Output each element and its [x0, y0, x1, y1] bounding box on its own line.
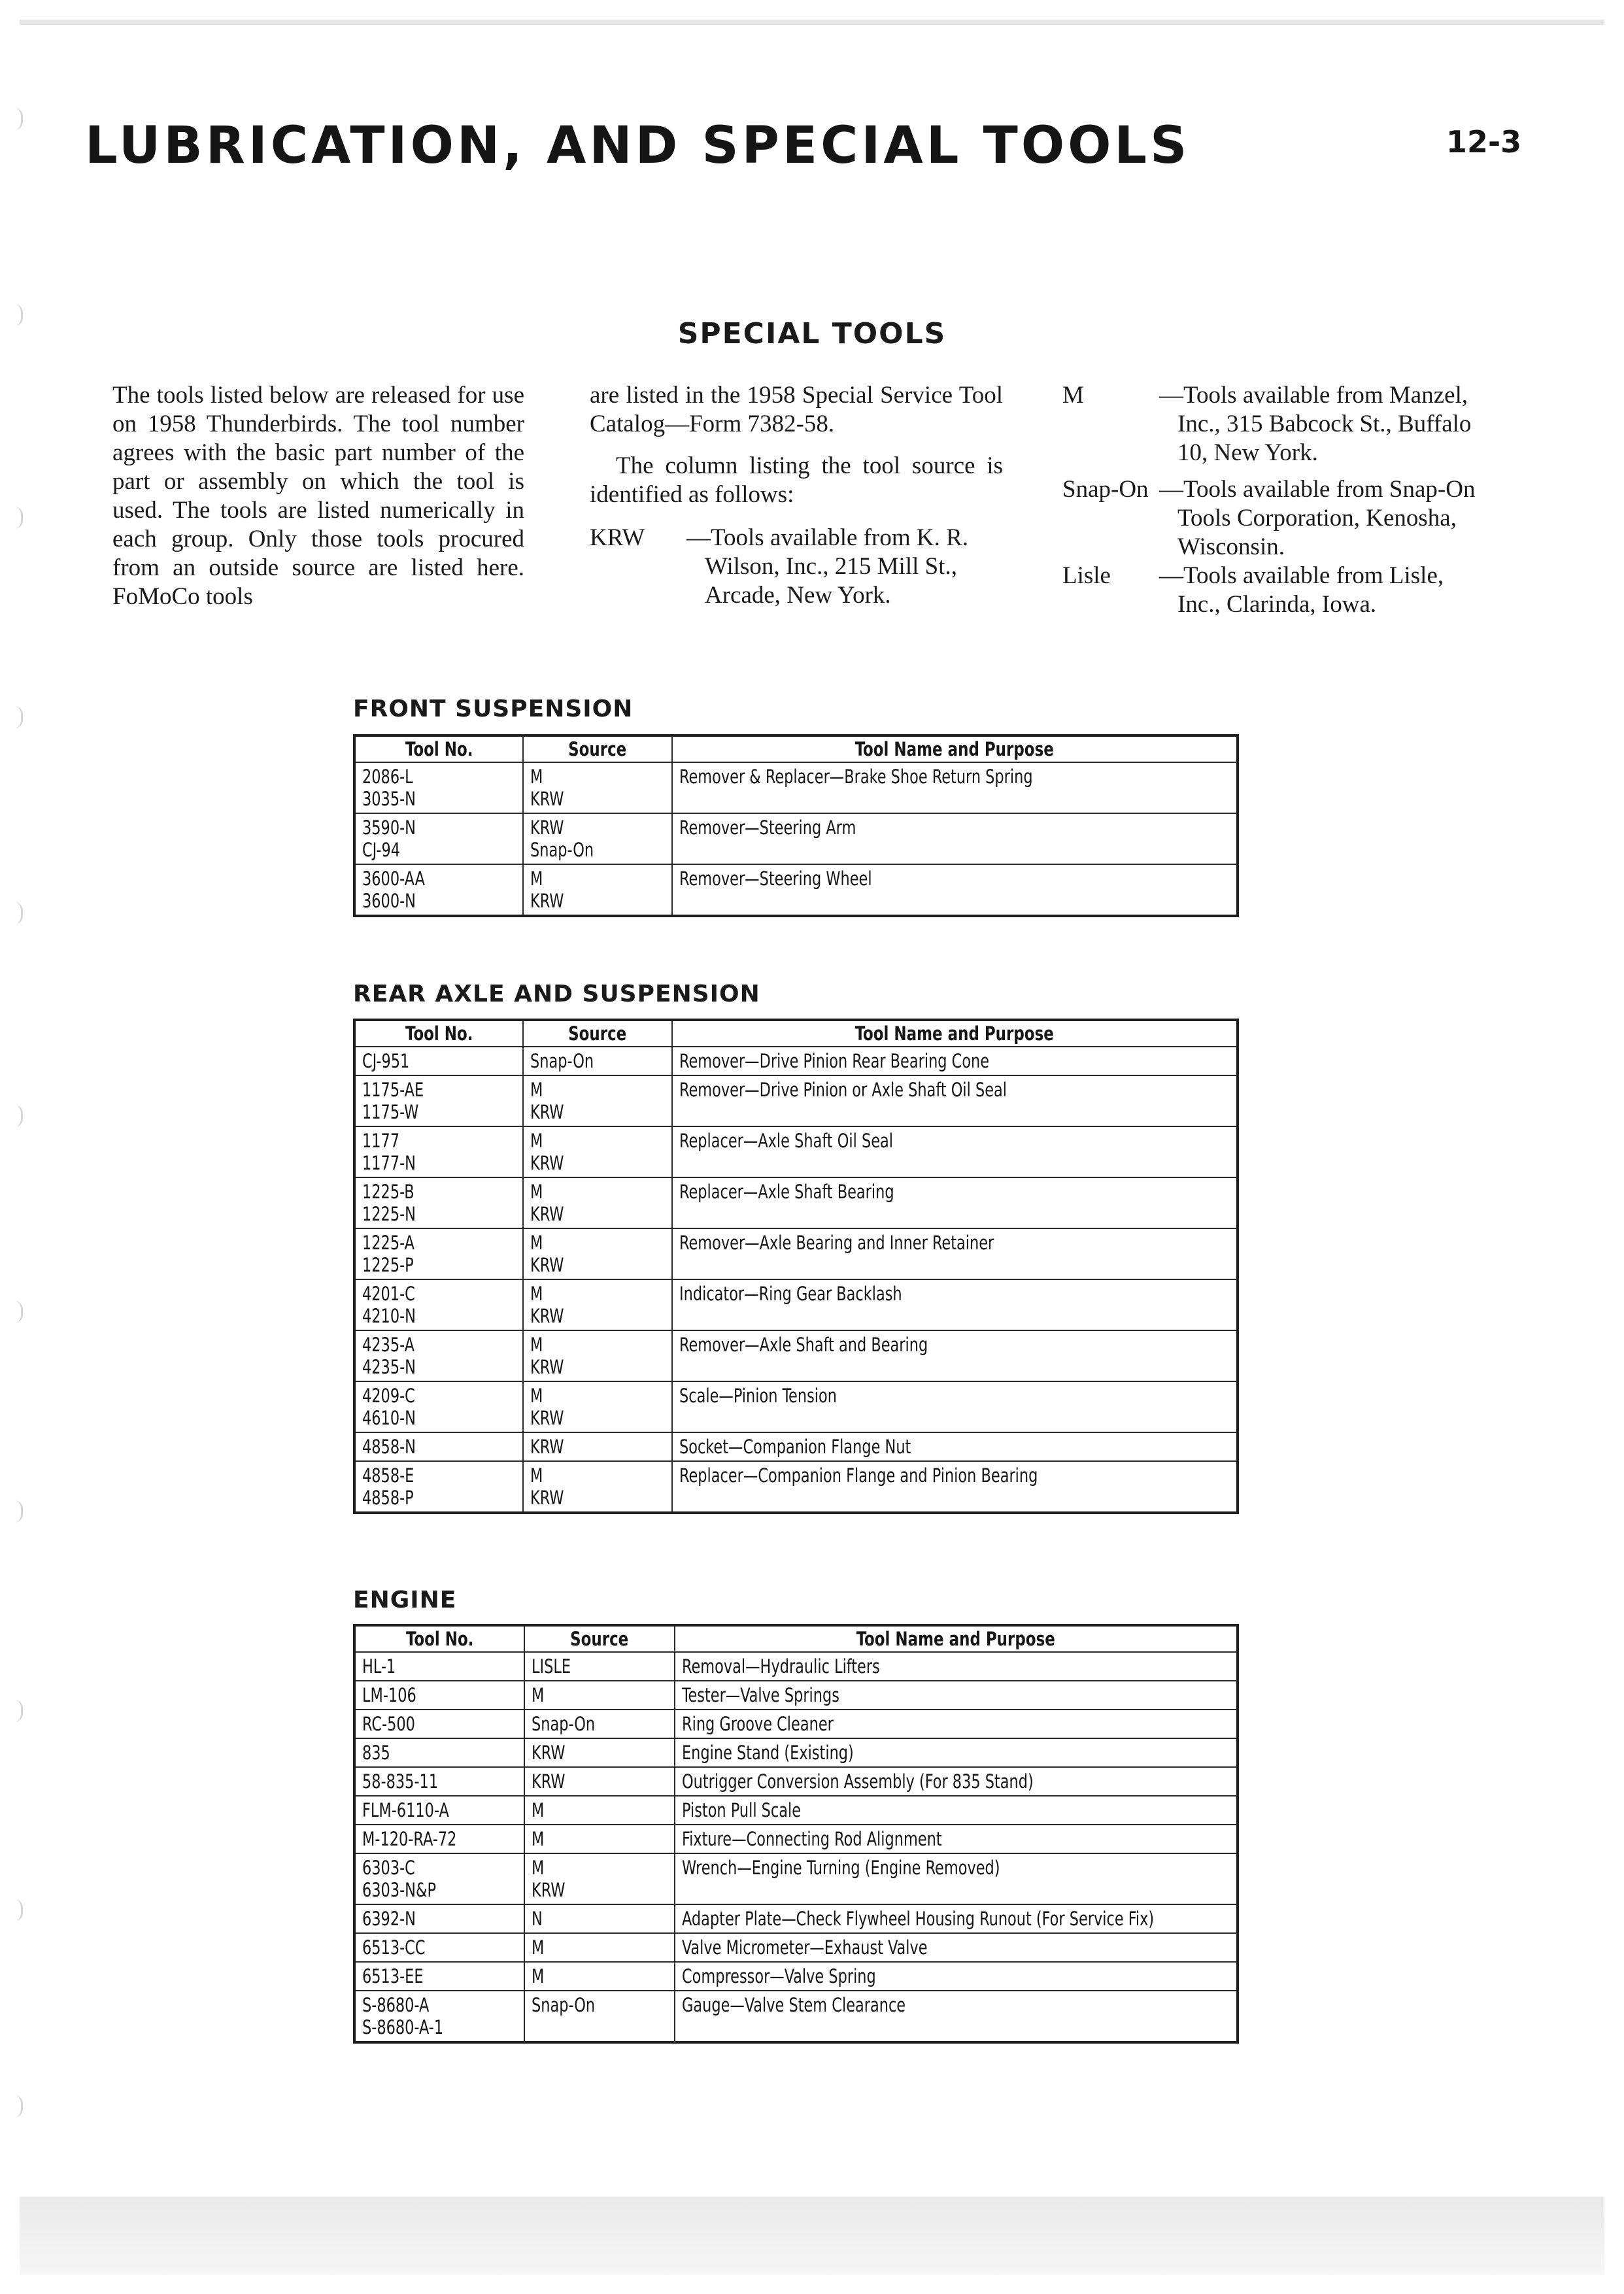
tool-number-cell: [354, 1904, 524, 1933]
purpose-text: Valve Micrometer—Exhaust Valve: [682, 1936, 928, 1959]
scan-edge-bottom: [20, 2197, 1604, 2275]
tool-number-text: 4209-C: [362, 1385, 415, 1407]
source-legend-item: [1062, 381, 1481, 467]
tool-number-text: S-8680-A-1: [362, 2016, 444, 2038]
tool-number-text: 1175-AE: [362, 1079, 424, 1101]
purpose-text: Ring Groove Cleaner: [682, 1713, 834, 1735]
tool-number-cell: [354, 1177, 523, 1228]
source-text: KRW: [530, 1203, 564, 1225]
table-row: [354, 1381, 1238, 1432]
table-row: [354, 1075, 1238, 1126]
source-description: —Tools available from Snap-On Tools Corporation, Kenosha, Wisconsin.: [1159, 476, 1476, 560]
source-cell: [523, 1228, 672, 1279]
tool-number-text: 1175-W: [362, 1101, 419, 1123]
source-text: KRW: [530, 817, 564, 839]
purpose-cell: [675, 1904, 1238, 1933]
table-row: [354, 1461, 1238, 1513]
engine-table: [353, 1624, 1239, 2044]
source-text: KRW: [530, 890, 564, 912]
table-row: [354, 1177, 1238, 1228]
group-title-front-suspension: FRONT SUSPENSION: [353, 696, 634, 722]
column-header-tool-no: Tool No.: [354, 1625, 524, 1652]
tool-number-text: 58-835-11: [362, 1770, 439, 1793]
tool-number-cell: [354, 762, 523, 813]
tool-number-text: S-8680-A: [362, 1994, 430, 2016]
source-cell: [523, 1461, 672, 1513]
source-description: —Tools available from K. R. Wilson, Inc., 215 Mill St., Arcade, New York.: [686, 524, 969, 609]
source-text: M: [530, 1079, 543, 1101]
tool-number-text: FLM-6110-A: [362, 1799, 449, 1821]
rear-axle-table: [353, 1019, 1239, 1514]
purpose-text: Compressor—Valve Spring: [682, 1965, 876, 1987]
purpose-cell: [672, 1381, 1238, 1432]
table-row: [354, 1904, 1238, 1933]
tool-number-cell: [354, 1991, 524, 2042]
tool-number-text: 6303-C: [362, 1857, 415, 1879]
tool-number-cell: [354, 864, 523, 916]
tool-number-text: 6513-EE: [362, 1965, 424, 1987]
source-text: LISLE: [532, 1655, 571, 1678]
tool-number-cell: [354, 1652, 524, 1681]
table-row: [354, 1825, 1238, 1853]
source-cell: [523, 1177, 672, 1228]
source-code: Lisle: [1062, 562, 1111, 589]
purpose-cell: [675, 1796, 1238, 1825]
purpose-text: Outrigger Conversion Assembly (For 835 Stand): [682, 1770, 1034, 1793]
source-text: N: [532, 1908, 543, 1930]
source-cell: [524, 1933, 675, 1962]
table-row: [354, 1933, 1238, 1962]
source-cell: [523, 1432, 672, 1461]
purpose-text: Remover—Drive Pinion or Axle Shaft Oil Seal: [679, 1079, 1007, 1101]
purpose-text: Adapter Plate—Check Flywheel Housing Runout (For Service Fix): [682, 1908, 1155, 1930]
column-header-source: Source: [523, 1020, 672, 1047]
table-row: [354, 1432, 1238, 1461]
source-text: Snap-On: [532, 1994, 596, 2016]
source-cell: [523, 762, 672, 813]
source-text: M: [530, 1334, 543, 1356]
purpose-text: Tester—Valve Springs: [682, 1684, 839, 1706]
table-row: [354, 1767, 1238, 1796]
source-cell: [524, 1681, 675, 1710]
source-cell: [523, 1126, 672, 1177]
source-code: KRW: [590, 524, 645, 551]
purpose-text: Fixture—Connecting Rod Alignment: [682, 1828, 942, 1850]
source-code: Snap-On: [1062, 476, 1149, 503]
source-cell: [524, 1962, 675, 1991]
table-row: [354, 1228, 1238, 1279]
source-text: M: [530, 868, 543, 890]
intro-paragraph: are listed in the 1958 Special Service Tool Catalog—Form 7382-58.: [590, 382, 1003, 437]
source-cell: [523, 1381, 672, 1432]
purpose-cell: [672, 864, 1238, 916]
table-row: [354, 864, 1238, 916]
purpose-text: Scale—Pinion Tension: [679, 1385, 837, 1407]
tool-number-text: 6303-N&P: [362, 1879, 437, 1901]
tool-number-text: 4610-N: [362, 1407, 416, 1429]
purpose-text: Replacer—Companion Flange and Pinion Bearing: [679, 1464, 1038, 1487]
source-text: Snap-On: [532, 1713, 596, 1735]
purpose-text: Remover—Axle Bearing and Inner Retainer: [679, 1232, 994, 1254]
source-text: M: [530, 1130, 543, 1152]
source-text: M: [532, 1828, 545, 1850]
purpose-cell: [675, 1681, 1238, 1710]
tool-number-text: 1225-P: [362, 1254, 414, 1276]
column-header-source: Source: [523, 735, 672, 762]
intro-paragraph: The tools listed below are released for use on 1958 Thunderbirds. The tool number agrees with the basic part number of the part or assembly on which the tool is used. The tools are listed numerically in each group. Only those tools procured from an outside source are listed here. FoMoCo tools: [112, 382, 524, 610]
source-description: —Tools available from Lisle, Inc., Clarinda, Iowa.: [1159, 562, 1444, 618]
tool-number-text: 4210-N: [362, 1305, 416, 1327]
source-cell: [524, 1825, 675, 1853]
source-cell: [523, 1075, 672, 1126]
binder-hole: [14, 507, 23, 529]
table-row: [354, 1962, 1238, 1991]
source-text: KRW: [530, 788, 564, 810]
source-text: M: [532, 1799, 545, 1821]
table-row: [354, 1330, 1238, 1381]
purpose-cell: [672, 1432, 1238, 1461]
section-title: SPECIAL TOOLS: [677, 317, 947, 350]
column-header-tool-no: Tool No.: [354, 735, 523, 762]
source-legend-item: [590, 524, 1003, 610]
source-text: M: [532, 1965, 545, 1987]
tool-number-text: HL-1: [362, 1655, 396, 1678]
tool-number-cell: [354, 1330, 523, 1381]
source-text: Snap-On: [530, 1050, 594, 1072]
tool-number-text: 3035-N: [362, 788, 416, 810]
page-number: 12-3: [1446, 124, 1522, 160]
tool-number-cell: [354, 1933, 524, 1962]
source-cell: [524, 1991, 675, 2042]
tool-number-text: CJ-94: [362, 839, 401, 861]
tool-number-cell: [354, 1432, 523, 1461]
source-text: M: [530, 1385, 543, 1407]
source-text: KRW: [532, 1742, 566, 1764]
purpose-cell: [675, 1738, 1238, 1767]
binder-hole: [14, 1105, 23, 1127]
source-text: M: [532, 1936, 545, 1959]
source-cell: [524, 1738, 675, 1767]
source-code: M: [1062, 382, 1084, 409]
source-cell: [524, 1796, 675, 1825]
scan-edge-top: [20, 20, 1604, 25]
purpose-cell: [675, 1767, 1238, 1796]
purpose-text: Socket—Companion Flange Nut: [679, 1436, 911, 1458]
table-row: [354, 1710, 1238, 1738]
source-description: —Tools available from Manzel, Inc., 315 Babcock St., Buffalo 10, New York.: [1159, 382, 1472, 466]
table-row: [354, 1738, 1238, 1767]
source-legend-item: [1062, 475, 1481, 562]
tool-number-text: 6513-CC: [362, 1936, 426, 1959]
purpose-cell: [672, 1228, 1238, 1279]
tool-number-text: RC-500: [362, 1713, 415, 1735]
table-row: [354, 762, 1238, 813]
purpose-cell: [672, 1279, 1238, 1330]
tool-number-text: LM-106: [362, 1684, 416, 1706]
source-cell: [523, 864, 672, 916]
table-row: [354, 1652, 1238, 1681]
source-legend-item: [1062, 562, 1481, 619]
tool-number-text: 4235-N: [362, 1356, 416, 1378]
source-cell: [524, 1710, 675, 1738]
binder-hole: [14, 706, 23, 728]
column-header-name-purpose: Tool Name and Purpose: [672, 735, 1238, 762]
tool-number-text: M-120-RA-72: [362, 1828, 457, 1850]
source-cell: [524, 1904, 675, 1933]
running-title: LUBRICATION, AND SPECIAL TOOLS: [85, 116, 1191, 175]
tool-number-text: 4201-C: [362, 1283, 415, 1305]
intro-column-1: [112, 381, 524, 611]
binder-hole: [14, 1899, 23, 1921]
purpose-text: Remover & Replacer—Brake Shoe Return Spring: [679, 766, 1033, 788]
binder-hole: [14, 1700, 23, 1722]
table-row: [354, 1681, 1238, 1710]
tool-number-cell: [354, 1962, 524, 1991]
source-cell: [523, 813, 672, 864]
tool-number-cell: [354, 1796, 524, 1825]
binder-hole: [14, 2095, 23, 2117]
source-cell: [524, 1652, 675, 1681]
source-text: KRW: [530, 1305, 564, 1327]
source-text: KRW: [530, 1407, 564, 1429]
source-text: M: [530, 1464, 543, 1487]
purpose-text: Indicator—Ring Gear Backlash: [679, 1283, 902, 1305]
tool-number-cell: [354, 1279, 523, 1330]
tool-number-cell: [354, 1681, 524, 1710]
intro-column-3: [1062, 381, 1481, 619]
purpose-text: Remover—Axle Shaft and Bearing: [679, 1334, 928, 1356]
purpose-text: Remover—Steering Wheel: [679, 868, 872, 890]
purpose-cell: [672, 762, 1238, 813]
intro-paragraph: The column listing the tool source is identified as follows:: [590, 452, 1003, 508]
source-text: KRW: [530, 1487, 564, 1509]
tool-number-text: 1177: [362, 1130, 400, 1152]
purpose-cell: [675, 1825, 1238, 1853]
purpose-text: Remover—Drive Pinion Rear Bearing Cone: [679, 1050, 990, 1072]
tool-number-text: 4858-N: [362, 1436, 416, 1458]
source-text: KRW: [532, 1770, 566, 1793]
purpose-cell: [672, 1047, 1238, 1075]
purpose-text: Removal—Hydraulic Lifters: [682, 1655, 880, 1678]
tool-number-cell: [354, 1228, 523, 1279]
tool-number-text: 835: [362, 1742, 390, 1764]
purpose-cell: [675, 1962, 1238, 1991]
table-row: [354, 1279, 1238, 1330]
tool-number-cell: [354, 1461, 523, 1513]
tool-number-text: 3600-N: [362, 890, 416, 912]
tool-number-cell: [354, 1853, 524, 1904]
purpose-cell: [672, 1075, 1238, 1126]
tool-number-text: 3600-AA: [362, 868, 426, 890]
tool-number-cell: [354, 1710, 524, 1738]
column-header-name-purpose: Tool Name and Purpose: [672, 1020, 1238, 1047]
tool-number-text: 2086-L: [362, 766, 413, 788]
tool-number-text: 1225-N: [362, 1203, 416, 1225]
purpose-cell: [675, 1853, 1238, 1904]
binder-hole: [14, 1301, 23, 1323]
source-text: M: [530, 1232, 543, 1254]
binder-hole: [14, 108, 23, 130]
binder-hole: [14, 902, 23, 924]
source-cell: [524, 1853, 675, 1904]
source-text: KRW: [530, 1152, 564, 1174]
table-row: [354, 1991, 1238, 2042]
purpose-text: Remover—Steering Arm: [679, 817, 856, 839]
source-cell: [523, 1330, 672, 1381]
tool-number-text: 1177-N: [362, 1152, 416, 1174]
tool-number-text: CJ-951: [362, 1050, 410, 1072]
column-header-name-purpose: Tool Name and Purpose: [675, 1625, 1238, 1652]
tool-number-text: 1225-A: [362, 1232, 414, 1254]
purpose-text: Gauge—Valve Stem Clearance: [682, 1994, 906, 2016]
tool-number-cell: [354, 1738, 524, 1767]
purpose-cell: [675, 1933, 1238, 1962]
intro-column-2: [590, 381, 1003, 610]
source-cell: [523, 1047, 672, 1075]
tool-number-cell: [354, 1126, 523, 1177]
purpose-text: Engine Stand (Existing): [682, 1742, 854, 1764]
front-suspension-table: [353, 734, 1239, 917]
tool-number-text: 1225-B: [362, 1181, 414, 1203]
tool-number-cell: [354, 813, 523, 864]
source-cell: [524, 1767, 675, 1796]
purpose-text: Wrench—Engine Turning (Engine Removed): [682, 1857, 1000, 1879]
source-text: KRW: [530, 1101, 564, 1123]
table-row: [354, 1796, 1238, 1825]
group-title-engine: ENGINE: [353, 1587, 457, 1613]
table-row: [354, 1853, 1238, 1904]
purpose-cell: [675, 1652, 1238, 1681]
source-text: M: [530, 1181, 543, 1203]
tool-number-text: 6392-N: [362, 1908, 416, 1930]
tool-number-cell: [354, 1825, 524, 1853]
source-text: KRW: [530, 1356, 564, 1378]
column-header-tool-no: Tool No.: [354, 1020, 523, 1047]
tool-number-text: 4858-E: [362, 1464, 414, 1487]
purpose-cell: [675, 1991, 1238, 2042]
column-header-source: Source: [524, 1625, 675, 1652]
table-row: [354, 1126, 1238, 1177]
tool-number-cell: [354, 1767, 524, 1796]
table-row: [354, 813, 1238, 864]
purpose-text: Replacer—Axle Shaft Oil Seal: [679, 1130, 893, 1152]
source-text: M: [530, 1283, 543, 1305]
purpose-cell: [675, 1710, 1238, 1738]
group-title-rear-axle: REAR AXLE AND SUSPENSION: [353, 981, 760, 1007]
tool-number-text: 4858-P: [362, 1487, 414, 1509]
purpose-text: Piston Pull Scale: [682, 1799, 802, 1821]
tool-number-cell: [354, 1047, 523, 1075]
tool-number-cell: [354, 1381, 523, 1432]
tool-number-cell: [354, 1075, 523, 1126]
source-text: KRW: [530, 1436, 564, 1458]
source-text: Snap-On: [530, 839, 594, 861]
source-text: M: [532, 1684, 545, 1706]
tool-number-text: 4235-A: [362, 1334, 414, 1356]
source-text: M: [532, 1857, 545, 1879]
binder-hole: [14, 1500, 23, 1523]
purpose-text: Replacer—Axle Shaft Bearing: [679, 1181, 894, 1203]
purpose-cell: [672, 1177, 1238, 1228]
source-text: M: [530, 766, 543, 788]
source-text: KRW: [532, 1879, 566, 1901]
source-text: KRW: [530, 1254, 564, 1276]
purpose-cell: [672, 1126, 1238, 1177]
purpose-cell: [672, 1330, 1238, 1381]
source-cell: [523, 1279, 672, 1330]
table-row: [354, 1047, 1238, 1075]
tool-number-text: 3590-N: [362, 817, 416, 839]
purpose-cell: [672, 1461, 1238, 1513]
purpose-cell: [672, 813, 1238, 864]
